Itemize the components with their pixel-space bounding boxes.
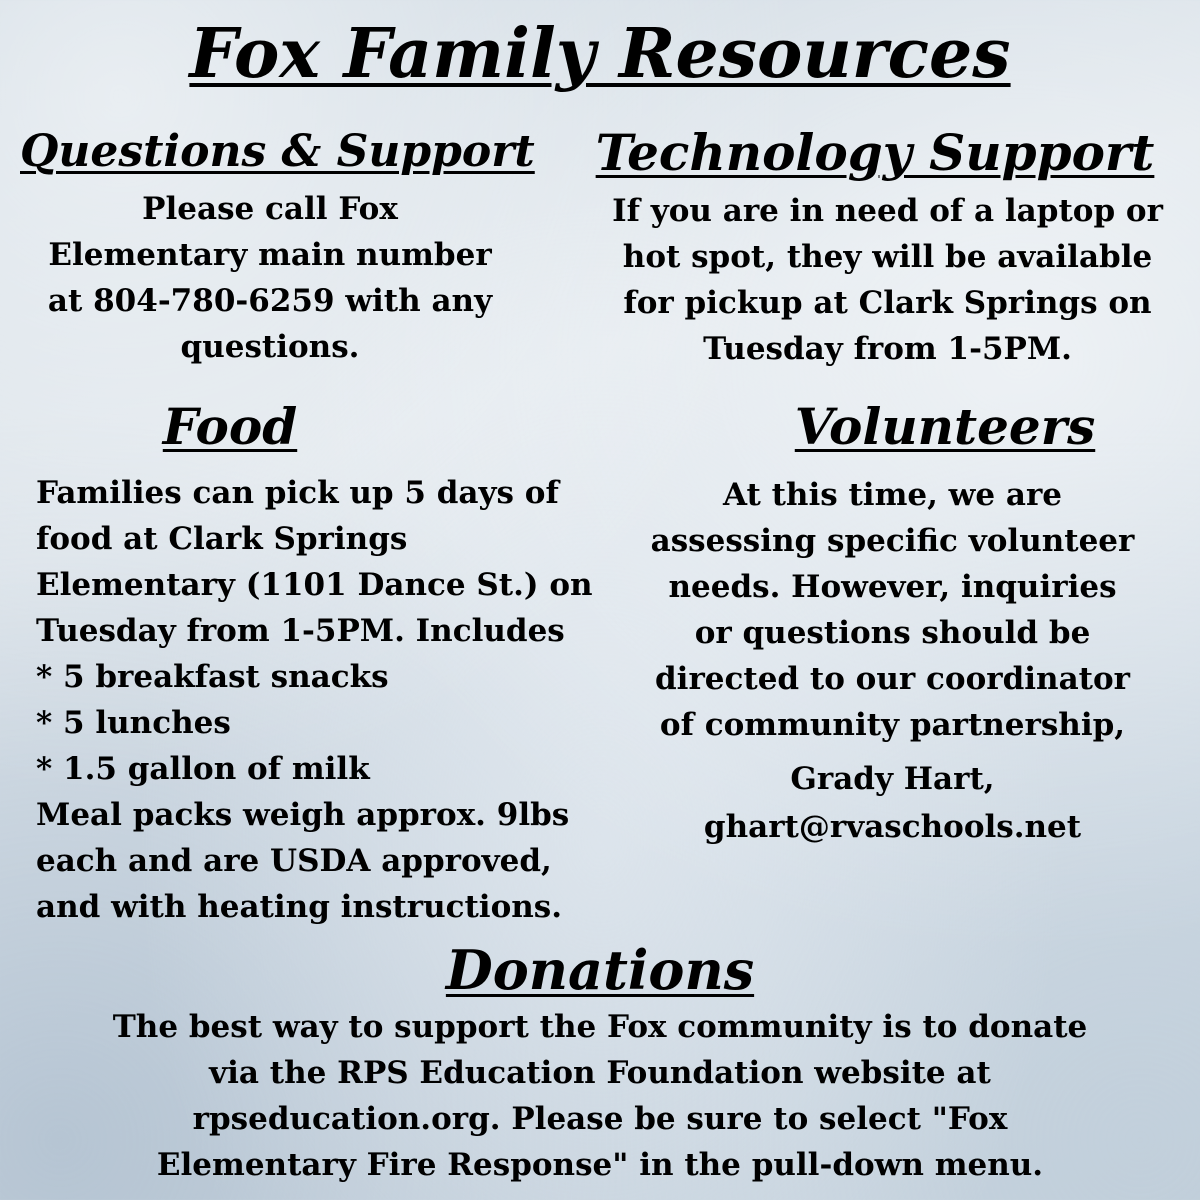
technology-line: If you are in need of a laptop or xyxy=(612,193,1163,229)
food-list-item: * 1.5 gallon of milk xyxy=(36,751,370,787)
food-list-item: * 5 breakfast snacks xyxy=(36,659,389,695)
food-line: Elementary (1101 Dance St.) on xyxy=(36,567,593,603)
food-line: Tuesday from 1-5PM. Includes xyxy=(36,613,565,649)
technology-support-heading: Technology Support xyxy=(595,123,1155,182)
volunteers-line: assessing specific volunteer xyxy=(650,523,1135,559)
donations-line: via the RPS Education Foundation website at xyxy=(209,1055,991,1091)
volunteers-line: or questions should be xyxy=(694,615,1091,651)
food-heading: Food xyxy=(162,397,298,456)
food-line: Meal packs weigh approx. 9lbs xyxy=(36,797,570,833)
food-list-item: * 5 lunches xyxy=(36,705,231,741)
volunteers-heading: Volunteers xyxy=(794,397,1096,456)
technology-line: for pickup at Clark Springs on xyxy=(623,285,1152,321)
food-line: and with heating instructions. xyxy=(36,889,563,925)
questions-line: at 804-780-6259 with any xyxy=(47,283,493,319)
questions-line: Please call Fox xyxy=(142,191,398,227)
coordinator-name: Grady Hart, xyxy=(790,761,995,797)
donations-line: rpseducation.org. Please be sure to select "Fox xyxy=(192,1101,1008,1137)
volunteers-line: At this time, we are xyxy=(722,477,1063,513)
volunteers-line: needs. However, inquiries xyxy=(668,569,1117,605)
food-line: food at Clark Springs xyxy=(36,521,408,557)
technology-line: hot spot, they will be available xyxy=(622,239,1153,275)
questions-line: questions. xyxy=(180,329,360,365)
donations-line: The best way to support the Fox community is to donate xyxy=(112,1009,1088,1045)
questions-line: Elementary main number xyxy=(48,237,492,273)
donations-heading: Donations xyxy=(445,938,755,1002)
technology-line: Tuesday from 1-5PM. xyxy=(703,331,1072,367)
coordinator-email[interactable]: ghart@rvaschools.net xyxy=(703,809,1082,845)
food-line: each and are USDA approved, xyxy=(36,843,552,879)
volunteers-line: of community partnership, xyxy=(659,707,1126,743)
page-title: Fox Family Resources xyxy=(189,14,1011,94)
volunteers-line: directed to our coordinator xyxy=(655,661,1130,697)
food-line: Families can pick up 5 days of xyxy=(36,475,559,511)
donations-line: Elementary Fire Response" in the pull-down menu. xyxy=(156,1147,1044,1183)
questions-support-heading: Questions & Support xyxy=(20,126,535,177)
